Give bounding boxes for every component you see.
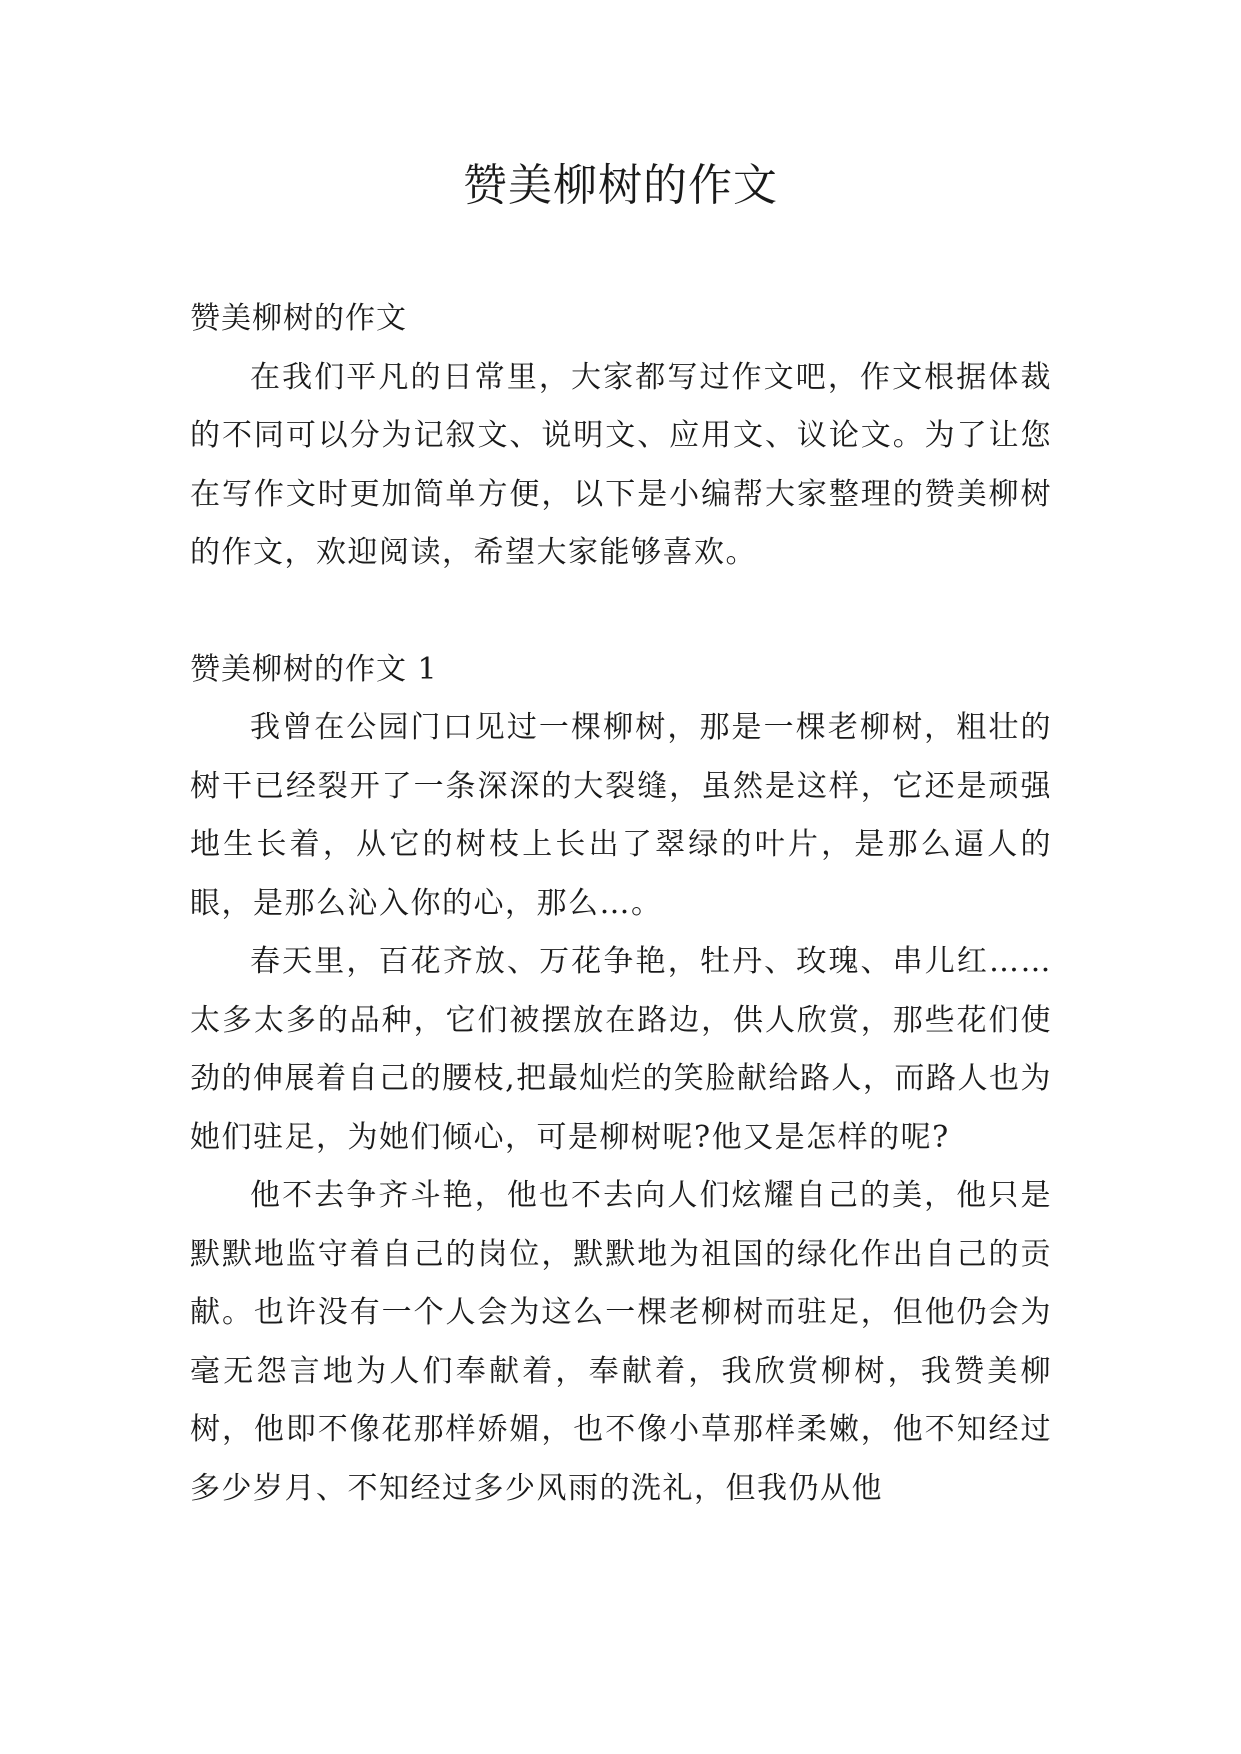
document-title: 赞美柳树的作文 (463, 160, 778, 211)
intro-paragraph: 在我们平凡的日常里，大家都写过作文吧，作文根据体裁的不同可以分为记叙文、说明文、应用文、议论文。为了让您在写作文时更加简单方便，以下是小编帮大家整理的赞美柳树的作文，欢迎阅读，希望大家能够喜欢。 (190, 359, 1052, 570)
section-1-paragraph-3: 他不去争齐斗艳，他也不去向人们炫耀自己的美，他只是默默地监守着自己的岗位，默默地为祖国的绿化作出自己的贡献。也许没有一个人会为这么一棵老柳树而驻足，但他仍会为毫无怨言地为人们奉献着，奉献着，我欣赏柳树，我赞美柳树，他即不像花那样娇媚，也不像小草那样柔嫩，他不知经过多少岁月、不知经过多少风雨的洗礼，但我仍从他 (190, 1178, 1052, 1506)
document-body (190, 290, 1052, 1518)
section-1-paragraph-1: 我曾在公园门口见过一棵柳树，那是一棵老柳树，粗壮的树干已经裂开了一条深深的大裂缝，虽然是这样，它还是顽强地生长着，从它的树枝上长出了翠绿的叶片，是那么逼人的眼，是那么沁入你的心，那么…。 (190, 710, 1052, 921)
intro-heading: 赞美柳树的作文 (190, 301, 407, 336)
section-1-paragraph-2: 春天里，百花齐放、万花争艳，牡丹、玫瑰、串儿红……太多太多的品种，它们被摆放在路边，供人欣赏，那些花们使劲的伸展着自己的腰枝,把最灿烂的笑脸献给路人，而路人也为她们驻足，为她们倾心，可是柳树呢?他又是怎样的呢? (190, 944, 1052, 1155)
section-spacer (190, 583, 1052, 641)
section-1-heading: 赞美柳树的作文 1 (190, 651, 438, 687)
